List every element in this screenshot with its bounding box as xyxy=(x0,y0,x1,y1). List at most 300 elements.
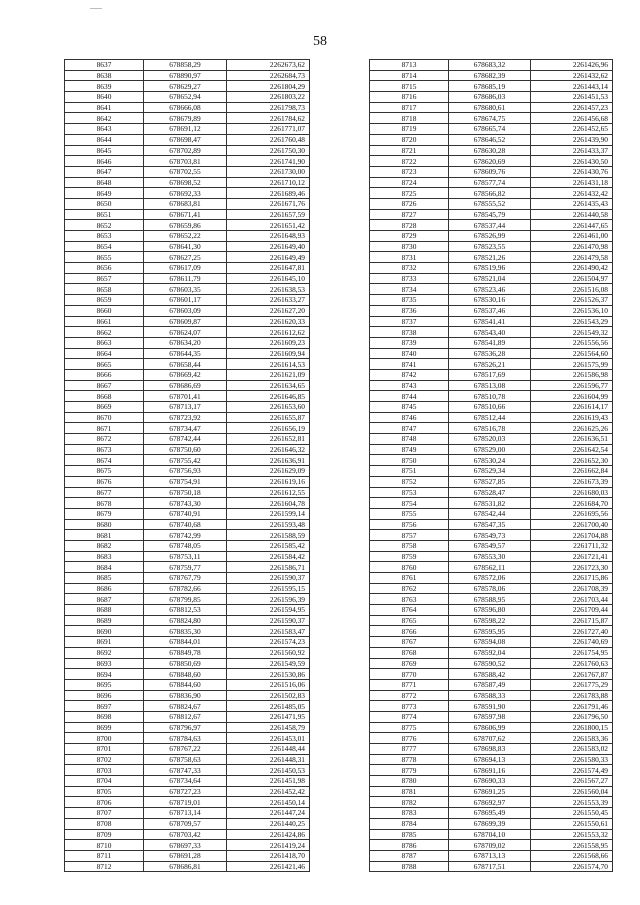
x-coordinate-cell: 678611,79 xyxy=(144,273,227,284)
point-number-cell: 8696 xyxy=(65,690,144,701)
table-row xyxy=(65,637,310,648)
table-row xyxy=(65,829,310,840)
table-row xyxy=(370,295,613,306)
table-row xyxy=(65,797,310,808)
coordinates-table-left xyxy=(64,59,310,872)
point-number-cell: 8665 xyxy=(65,359,144,370)
table-row xyxy=(370,722,613,733)
x-coordinate-cell: 678697,33 xyxy=(144,840,227,851)
point-number-cell: 8641 xyxy=(65,102,144,113)
x-coordinate-cell: 678624,07 xyxy=(144,327,227,338)
y-coordinate-cell: 2261584,42 xyxy=(227,551,310,562)
point-number-cell: 8640 xyxy=(65,92,144,103)
x-coordinate-cell: 678591,90 xyxy=(449,701,531,712)
x-coordinate-cell: 678799,85 xyxy=(144,594,227,605)
y-coordinate-cell: 2261516,08 xyxy=(531,284,613,295)
table-row xyxy=(65,754,310,765)
y-coordinate-cell: 2261502,83 xyxy=(227,690,310,701)
table-row xyxy=(65,380,310,391)
point-number-cell: 8638 xyxy=(65,70,144,81)
point-number-cell: 8732 xyxy=(370,263,449,274)
table-row xyxy=(370,626,613,637)
y-coordinate-cell: 2261651,42 xyxy=(227,220,310,231)
x-coordinate-cell: 678836,90 xyxy=(144,690,227,701)
point-number-cell: 8743 xyxy=(370,380,449,391)
point-number-cell: 8725 xyxy=(370,188,449,199)
table-row xyxy=(370,284,613,295)
y-coordinate-cell: 2261612,55 xyxy=(227,487,310,498)
y-coordinate-cell: 2261604,99 xyxy=(531,391,613,402)
y-coordinate-cell: 2261432,62 xyxy=(531,70,613,81)
table-row xyxy=(370,209,613,220)
y-coordinate-cell: 2261652,81 xyxy=(227,434,310,445)
table-row xyxy=(65,156,310,167)
x-coordinate-cell: 678549,73 xyxy=(449,530,531,541)
table-row xyxy=(65,188,310,199)
point-number-cell: 8702 xyxy=(65,754,144,765)
point-number-cell: 8707 xyxy=(65,808,144,819)
y-coordinate-cell: 2261647,81 xyxy=(227,263,310,274)
point-number-cell: 8642 xyxy=(65,113,144,124)
table-row xyxy=(370,188,613,199)
table-row xyxy=(370,359,613,370)
point-number-cell: 8778 xyxy=(370,754,449,765)
point-number-cell: 8698 xyxy=(65,711,144,722)
table-row xyxy=(370,70,613,81)
x-coordinate-cell: 678594,08 xyxy=(449,637,531,648)
table-row xyxy=(65,263,310,274)
y-coordinate-cell: 2261543,29 xyxy=(531,316,613,327)
point-number-cell: 8781 xyxy=(370,786,449,797)
x-coordinate-cell: 678691,16 xyxy=(449,765,531,776)
table-row xyxy=(65,818,310,829)
point-number-cell: 8672 xyxy=(65,434,144,445)
x-coordinate-cell: 678719,01 xyxy=(144,797,227,808)
point-number-cell: 8750 xyxy=(370,455,449,466)
x-coordinate-cell: 678553,30 xyxy=(449,551,531,562)
table-row xyxy=(370,711,613,722)
y-coordinate-cell: 2261723,30 xyxy=(531,562,613,573)
x-coordinate-cell: 678858,29 xyxy=(144,60,227,71)
x-coordinate-cell: 678849,78 xyxy=(144,647,227,658)
y-coordinate-cell: 2261800,15 xyxy=(531,722,613,733)
y-coordinate-cell: 2261574,49 xyxy=(531,765,613,776)
y-coordinate-cell: 2261452,42 xyxy=(227,786,310,797)
y-coordinate-cell: 2261703,44 xyxy=(531,594,613,605)
table-row xyxy=(370,273,613,284)
scan-mark xyxy=(90,8,102,9)
point-number-cell: 8684 xyxy=(65,562,144,573)
y-coordinate-cell: 2261516,06 xyxy=(227,679,310,690)
y-coordinate-cell: 2261798,73 xyxy=(227,102,310,113)
x-coordinate-cell: 678510,66 xyxy=(449,402,531,413)
point-number-cell: 8667 xyxy=(65,380,144,391)
y-coordinate-cell: 2261614,17 xyxy=(531,402,613,413)
y-coordinate-cell: 2261649,40 xyxy=(227,241,310,252)
y-coordinate-cell: 2261646,32 xyxy=(227,444,310,455)
x-coordinate-cell: 678734,64 xyxy=(144,776,227,787)
y-coordinate-cell: 2261450,14 xyxy=(227,797,310,808)
y-coordinate-cell: 2261530,86 xyxy=(227,669,310,680)
table-row xyxy=(370,402,613,413)
x-coordinate-cell: 678598,22 xyxy=(449,615,531,626)
y-coordinate-cell: 2261447,24 xyxy=(227,808,310,819)
x-coordinate-cell: 678665,74 xyxy=(449,124,531,135)
y-coordinate-cell: 2261553,32 xyxy=(531,829,613,840)
x-coordinate-cell: 678703,81 xyxy=(144,156,227,167)
table-row xyxy=(370,113,613,124)
point-number-cell: 8668 xyxy=(65,391,144,402)
x-coordinate-cell: 678512,44 xyxy=(449,412,531,423)
table-row xyxy=(65,124,310,135)
y-coordinate-cell: 2261485,05 xyxy=(227,701,310,712)
x-coordinate-cell: 678742,44 xyxy=(144,434,227,445)
point-number-cell: 8788 xyxy=(370,861,449,872)
table-row xyxy=(65,540,310,551)
y-coordinate-cell: 2261627,20 xyxy=(227,305,310,316)
table-row xyxy=(65,711,310,722)
y-coordinate-cell: 2261612,62 xyxy=(227,327,310,338)
table-row xyxy=(65,295,310,306)
table-row xyxy=(65,583,310,594)
x-coordinate-cell: 678588,42 xyxy=(449,669,531,680)
y-coordinate-cell: 2261740,69 xyxy=(531,637,613,648)
x-coordinate-cell: 678740,91 xyxy=(144,508,227,519)
point-number-cell: 8639 xyxy=(65,81,144,92)
y-coordinate-cell: 2261451,53 xyxy=(531,92,613,103)
table-row xyxy=(65,562,310,573)
x-coordinate-cell: 678671,41 xyxy=(144,209,227,220)
y-coordinate-cell: 2261775,29 xyxy=(531,679,613,690)
y-coordinate-cell: 2261767,87 xyxy=(531,669,613,680)
y-coordinate-cell: 2261458,79 xyxy=(227,722,310,733)
table-row xyxy=(370,124,613,135)
x-coordinate-cell: 678740,68 xyxy=(144,519,227,530)
point-number-cell: 8717 xyxy=(370,102,449,113)
point-number-cell: 8713 xyxy=(370,60,449,71)
table-row xyxy=(370,733,613,744)
x-coordinate-cell: 678750,60 xyxy=(144,444,227,455)
table-row xyxy=(65,594,310,605)
x-coordinate-cell: 678592,04 xyxy=(449,647,531,658)
point-number-cell: 8748 xyxy=(370,434,449,445)
table-row xyxy=(65,359,310,370)
table-row xyxy=(370,423,613,434)
y-coordinate-cell: 2261585,42 xyxy=(227,540,310,551)
table-row xyxy=(370,166,613,177)
table-row xyxy=(65,198,310,209)
x-coordinate-cell: 678658,44 xyxy=(144,359,227,370)
y-coordinate-cell: 2261595,15 xyxy=(227,583,310,594)
y-coordinate-cell: 2261704,88 xyxy=(531,530,613,541)
point-number-cell: 8736 xyxy=(370,305,449,316)
table-row xyxy=(65,177,310,188)
table-row xyxy=(370,540,613,551)
table-row xyxy=(370,797,613,808)
y-coordinate-cell: 2261432,42 xyxy=(531,188,613,199)
table-row xyxy=(370,583,613,594)
x-coordinate-cell: 678702,55 xyxy=(144,166,227,177)
table-row xyxy=(370,840,613,851)
table-row xyxy=(65,369,310,380)
x-coordinate-cell: 678578,06 xyxy=(449,583,531,594)
y-coordinate-cell: 2261653,60 xyxy=(227,402,310,413)
point-number-cell: 8719 xyxy=(370,124,449,135)
x-coordinate-cell: 678603,09 xyxy=(144,305,227,316)
point-number-cell: 8651 xyxy=(65,209,144,220)
table-row xyxy=(370,690,613,701)
table-row xyxy=(370,263,613,274)
point-number-cell: 8643 xyxy=(65,124,144,135)
point-number-cell: 8726 xyxy=(370,198,449,209)
x-coordinate-cell: 678713,17 xyxy=(144,402,227,413)
y-coordinate-cell: 2261638,53 xyxy=(227,284,310,295)
x-coordinate-cell: 678686,69 xyxy=(144,380,227,391)
table-row xyxy=(65,744,310,755)
table-row xyxy=(65,252,310,263)
table-row xyxy=(370,776,613,787)
x-coordinate-cell: 678824,80 xyxy=(144,615,227,626)
point-number-cell: 8752 xyxy=(370,476,449,487)
x-coordinate-cell: 678686,03 xyxy=(449,92,531,103)
table-row xyxy=(370,102,613,113)
table-row xyxy=(65,765,310,776)
point-number-cell: 8716 xyxy=(370,92,449,103)
y-coordinate-cell: 2261673,39 xyxy=(531,476,613,487)
table-row xyxy=(370,744,613,755)
point-number-cell: 8767 xyxy=(370,637,449,648)
point-number-cell: 8689 xyxy=(65,615,144,626)
table-row xyxy=(370,476,613,487)
y-coordinate-cell: 2261558,95 xyxy=(531,840,613,851)
point-number-cell: 8669 xyxy=(65,402,144,413)
table-row xyxy=(65,605,310,616)
y-coordinate-cell: 2261426,96 xyxy=(531,60,613,71)
y-coordinate-cell: 2261804,29 xyxy=(227,81,310,92)
y-coordinate-cell: 2261471,95 xyxy=(227,711,310,722)
x-coordinate-cell: 678523,55 xyxy=(449,241,531,252)
table-row xyxy=(65,690,310,701)
x-coordinate-cell: 678713,13 xyxy=(449,850,531,861)
y-coordinate-cell: 2261550,61 xyxy=(531,818,613,829)
point-number-cell: 8728 xyxy=(370,220,449,231)
table-row xyxy=(370,519,613,530)
table-row xyxy=(65,444,310,455)
y-coordinate-cell: 2261586,71 xyxy=(227,562,310,573)
y-coordinate-cell: 2261636,91 xyxy=(227,455,310,466)
point-number-cell: 8690 xyxy=(65,626,144,637)
table-row xyxy=(370,391,613,402)
x-coordinate-cell: 678526,21 xyxy=(449,359,531,370)
y-coordinate-cell: 2262673,62 xyxy=(227,60,310,71)
point-number-cell: 8712 xyxy=(65,861,144,872)
y-coordinate-cell: 2261711,32 xyxy=(531,540,613,551)
point-number-cell: 8688 xyxy=(65,605,144,616)
table-row xyxy=(65,81,310,92)
x-coordinate-cell: 678572,06 xyxy=(449,573,531,584)
table-row xyxy=(370,220,613,231)
x-coordinate-cell: 678698,52 xyxy=(144,177,227,188)
x-coordinate-cell: 678669,42 xyxy=(144,369,227,380)
table-row xyxy=(370,669,613,680)
x-coordinate-cell: 678698,47 xyxy=(144,134,227,145)
point-number-cell: 8656 xyxy=(65,263,144,274)
point-number-cell: 8742 xyxy=(370,369,449,380)
table-row xyxy=(370,252,613,263)
x-coordinate-cell: 678682,39 xyxy=(449,70,531,81)
table-row xyxy=(370,808,613,819)
table-row xyxy=(65,776,310,787)
x-coordinate-cell: 678747,33 xyxy=(144,765,227,776)
y-coordinate-cell: 2261470,98 xyxy=(531,241,613,252)
x-coordinate-cell: 678521,26 xyxy=(449,252,531,263)
point-number-cell: 8682 xyxy=(65,540,144,551)
point-number-cell: 8741 xyxy=(370,359,449,370)
x-coordinate-cell: 678713,14 xyxy=(144,808,227,819)
table-row xyxy=(65,273,310,284)
y-coordinate-cell: 2261695,56 xyxy=(531,508,613,519)
point-number-cell: 8760 xyxy=(370,562,449,573)
y-coordinate-cell: 2261715,87 xyxy=(531,615,613,626)
point-number-cell: 8691 xyxy=(65,637,144,648)
x-coordinate-cell: 678782,66 xyxy=(144,583,227,594)
y-coordinate-cell: 2261443,14 xyxy=(531,81,613,92)
x-coordinate-cell: 678644,35 xyxy=(144,348,227,359)
point-number-cell: 8783 xyxy=(370,808,449,819)
point-number-cell: 8650 xyxy=(65,198,144,209)
x-coordinate-cell: 678597,98 xyxy=(449,711,531,722)
table-row xyxy=(370,551,613,562)
x-coordinate-cell: 678701,41 xyxy=(144,391,227,402)
x-coordinate-cell: 678630,28 xyxy=(449,145,531,156)
x-coordinate-cell: 678513,08 xyxy=(449,380,531,391)
y-coordinate-cell: 2261652,30 xyxy=(531,455,613,466)
x-coordinate-cell: 678541,41 xyxy=(449,316,531,327)
point-number-cell: 8762 xyxy=(370,583,449,594)
x-coordinate-cell: 678603,35 xyxy=(144,284,227,295)
y-coordinate-cell: 2261479,58 xyxy=(531,252,613,263)
y-coordinate-cell: 2261620,33 xyxy=(227,316,310,327)
y-coordinate-cell: 2261771,07 xyxy=(227,124,310,135)
point-number-cell: 8687 xyxy=(65,594,144,605)
table-row xyxy=(65,476,310,487)
table-row xyxy=(65,658,310,669)
point-number-cell: 8710 xyxy=(65,840,144,851)
point-number-cell: 8681 xyxy=(65,530,144,541)
table-row xyxy=(65,551,310,562)
y-coordinate-cell: 2261560,92 xyxy=(227,647,310,658)
point-number-cell: 8646 xyxy=(65,156,144,167)
table-row xyxy=(65,220,310,231)
y-coordinate-cell: 2261629,09 xyxy=(227,466,310,477)
y-coordinate-cell: 2261594,95 xyxy=(227,605,310,616)
point-number-cell: 8655 xyxy=(65,252,144,263)
y-coordinate-cell: 2261803,22 xyxy=(227,92,310,103)
x-coordinate-cell: 678767,79 xyxy=(144,573,227,584)
point-number-cell: 8653 xyxy=(65,231,144,242)
point-number-cell: 8755 xyxy=(370,508,449,519)
x-coordinate-cell: 678595,95 xyxy=(449,626,531,637)
coordinates-table-right xyxy=(369,59,613,872)
y-coordinate-cell: 2261609,23 xyxy=(227,337,310,348)
y-coordinate-cell: 2261645,10 xyxy=(227,273,310,284)
y-coordinate-cell: 2261760,63 xyxy=(531,658,613,669)
point-number-cell: 8675 xyxy=(65,466,144,477)
point-number-cell: 8759 xyxy=(370,551,449,562)
x-coordinate-cell: 678743,30 xyxy=(144,498,227,509)
table-row xyxy=(370,679,613,690)
y-coordinate-cell: 2261689,46 xyxy=(227,188,310,199)
x-coordinate-cell: 678523,46 xyxy=(449,284,531,295)
x-coordinate-cell: 678698,83 xyxy=(449,744,531,755)
point-number-cell: 8749 xyxy=(370,444,449,455)
y-coordinate-cell: 2261730,00 xyxy=(227,166,310,177)
point-number-cell: 8711 xyxy=(65,850,144,861)
table-row xyxy=(370,177,613,188)
table-row xyxy=(65,861,310,872)
table-row xyxy=(65,145,310,156)
table-row xyxy=(65,337,310,348)
x-coordinate-cell: 678530,24 xyxy=(449,455,531,466)
y-coordinate-cell: 2261791,46 xyxy=(531,701,613,712)
table-row xyxy=(370,241,613,252)
y-coordinate-cell: 2261567,27 xyxy=(531,776,613,787)
table-row xyxy=(65,316,310,327)
x-coordinate-cell: 678537,46 xyxy=(449,305,531,316)
table-row xyxy=(65,284,310,295)
point-number-cell: 8666 xyxy=(65,369,144,380)
point-number-cell: 8648 xyxy=(65,177,144,188)
point-number-cell: 8673 xyxy=(65,444,144,455)
y-coordinate-cell: 2261440,25 xyxy=(227,818,310,829)
point-number-cell: 8746 xyxy=(370,412,449,423)
y-coordinate-cell: 2261760,48 xyxy=(227,134,310,145)
x-coordinate-cell: 678702,89 xyxy=(144,145,227,156)
point-number-cell: 8769 xyxy=(370,658,449,669)
y-coordinate-cell: 2261700,40 xyxy=(531,519,613,530)
point-number-cell: 8782 xyxy=(370,797,449,808)
table-row xyxy=(65,669,310,680)
table-row xyxy=(370,348,613,359)
table-row xyxy=(65,134,310,145)
x-coordinate-cell: 678531,82 xyxy=(449,498,531,509)
y-coordinate-cell: 2261642,54 xyxy=(531,444,613,455)
table-row xyxy=(370,81,613,92)
y-coordinate-cell: 2261619,43 xyxy=(531,412,613,423)
point-number-cell: 8649 xyxy=(65,188,144,199)
x-coordinate-cell: 678727,23 xyxy=(144,786,227,797)
table-row xyxy=(65,733,310,744)
point-number-cell: 8744 xyxy=(370,391,449,402)
point-number-cell: 8664 xyxy=(65,348,144,359)
x-coordinate-cell: 678704,10 xyxy=(449,829,531,840)
x-coordinate-cell: 678759,77 xyxy=(144,562,227,573)
x-coordinate-cell: 678652,94 xyxy=(144,92,227,103)
y-coordinate-cell: 2261453,01 xyxy=(227,733,310,744)
point-number-cell: 8763 xyxy=(370,594,449,605)
point-number-cell: 8706 xyxy=(65,797,144,808)
x-coordinate-cell: 678606,99 xyxy=(449,722,531,733)
x-coordinate-cell: 678709,57 xyxy=(144,818,227,829)
table-row xyxy=(370,605,613,616)
x-coordinate-cell: 678627,25 xyxy=(144,252,227,263)
point-number-cell: 8779 xyxy=(370,765,449,776)
point-number-cell: 8663 xyxy=(65,337,144,348)
x-coordinate-cell: 678748,05 xyxy=(144,540,227,551)
table-row xyxy=(65,679,310,690)
y-coordinate-cell: 2261430,76 xyxy=(531,166,613,177)
table-row xyxy=(65,327,310,338)
